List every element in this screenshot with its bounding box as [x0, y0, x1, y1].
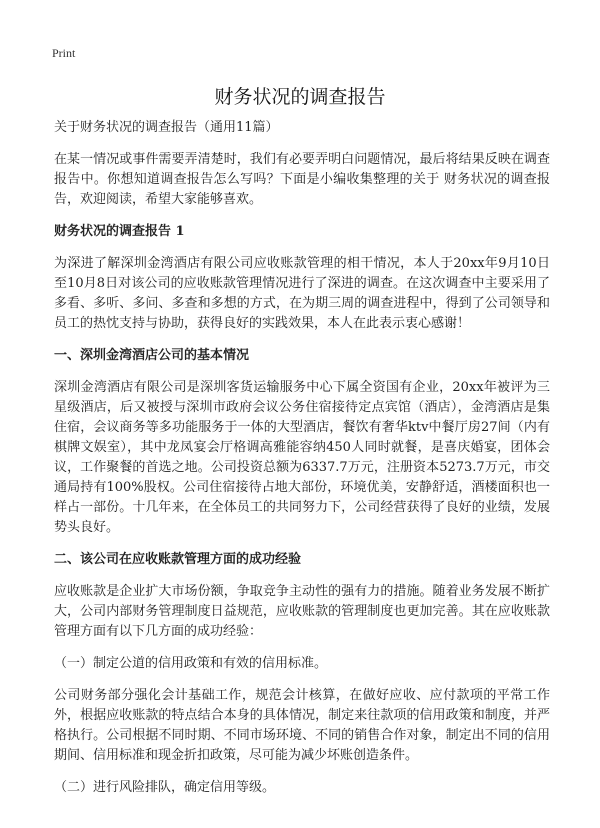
page-title: 财务状况的调查报告	[214, 86, 386, 108]
document-body	[54, 118, 550, 810]
print-link[interactable]: Print	[52, 46, 76, 60]
document-subtitle: 关于财务状况的调查报告（通用11篇）	[54, 120, 279, 135]
section-2-paragraph: 应收账款是企业扩大市场份额，争取竞争主动性的强有力的措施。随着业务发展不断扩大，公司内部财务管理制度日益规范，应收账款的管理制度也更加完善。其在应收账款管理方面有以下几方面的成功经验：	[54, 584, 550, 639]
report-1-heading: 财务状况的调查报告 1	[54, 224, 185, 239]
subsection-1-paragraph: 公司财务部分强化会计基础工作，规范会计核算，在做好应收、应付款项的平常工作外，根据应收账款的特点结合本身的具体情况，制定来往款项的信用政策和制度，并严格执行。公司根据不同时期、不同市场环境、不同的销售合作对象，制定出不同的信用期间、信用标准和现金折扣政策，尽可能为减少坏账创造条件。	[54, 688, 550, 763]
section-1-paragraph: 深圳金湾酒店有限公司是深圳客货运输服务中心下属全资国有企业，20xx年被评为三星级酒店，后又被授与深圳市政府会议公务住宿接待定点宾馆（酒店），金湾酒店是集住宿，会议商务等多功能服务于一体的大型酒店，餐饮有奢华ktv中餐厅房27间（内有棋牌文娱室），其中龙凤宴会厅格调高雅能容纳450人同时就餐，是喜庆婚宴，团体会议，工作聚餐的首选之地。公司投资总额为6337.7万元，注册资本5273.7万元，市交通局持有100%股权。公司住宿接待占地大部份，环境优美，安静舒适，酒楼面积也一样占一部份。十几年来，在全体员工的共同努力下，公司经营获得了良好的业绩，发展势头良好。	[54, 380, 550, 535]
subsection-1-heading: （一）制定公道的信用政策和有效的信用标准。	[54, 656, 328, 671]
section-1-heading: 一、深圳金湾酒店公司的基本情况	[54, 348, 250, 363]
report-1-intro-paragraph: 为深进了解深圳金湾酒店有限公司应收账款管理的相干情况，本人于20xx年9月10日至10月8日对该公司的应收账款管理情况进行了深进的调查。在这次调查中主要采用了多看、多听、多问、多查和多想的方式，在为期三周的调查进程中，得到了公司领导和员工的热忱支持与协助，获得良好的实践效果，本人在此表示衷心感谢！	[54, 256, 550, 331]
section-2-heading: 二、该公司在应收账款管理方面的成功经验	[54, 552, 302, 567]
intro-paragraph: 在某一情况或事件需要弄清楚时，我们有必要弄明白问题情况，最后将结果反映在调查报告中。你想知道调查报告怎么写吗？下面是小编收集整理的关于 财务状况的调查报告，欢迎阅读，希望大家能够喜欢。	[54, 152, 550, 207]
subsection-2-heading: （二）进行风险排队，确定信用等级。	[54, 780, 276, 795]
